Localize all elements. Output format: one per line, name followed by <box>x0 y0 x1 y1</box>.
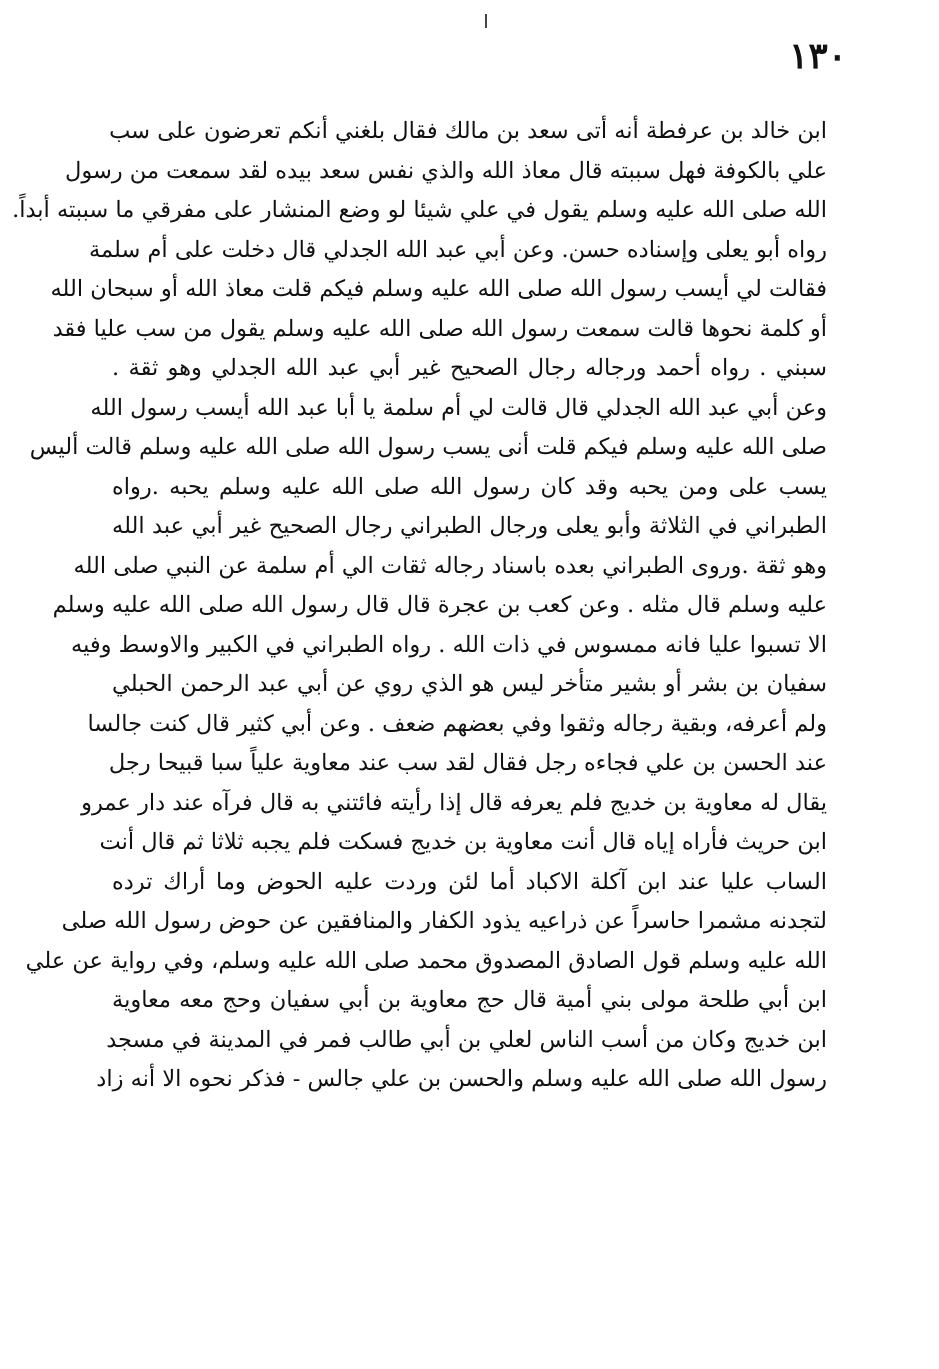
text-line-3: الله صلى الله عليه وسلم يقول في علي شيئا لو وضع المنشار على مفرقي ما سببته أبداً. <box>12 197 827 223</box>
text-line-10: يسب على ومن يحبه وقد كان رسول الله صلى الله عليه وسلم يحبه .رواه <box>112 473 827 500</box>
top-margin-mark <box>485 14 487 28</box>
text-line-15: سفيان بن بشر أو بشير متأخر ليس هو الذي روي عن أبي عبد الرحمن الحبلي <box>112 671 827 697</box>
text-line-8: وعن أبي عبد الله الجدلي قال قالت لي أم سلمة يا أبا عبد الله أيسب رسول الله <box>90 394 827 421</box>
body-text <box>12 112 827 1100</box>
text-line-4: رواه أبو يعلى وإسناده حسن. وعن أبي عبد الله الجدلي قال دخلت على أم سلمة <box>88 236 827 263</box>
text-line-7: سبني . رواه أحمد ورجاله رجال الصحيح غير أبي عبد الله الجدلي وهو ثقة . <box>112 355 827 381</box>
text-line-11: الطبراني في الثلاثة وأبو يعلى ورجال الطبراني رجال الصحيح غير أبي عبد الله <box>112 513 827 539</box>
text-line-14: الا تسبوا عليا فانه ممسوس في ذات الله . رواه الطبراني في الكبير والاوسط وفيه <box>71 631 827 658</box>
text-line-16: ولم أعرفه، وبقية رجاله وثقوا وفي بعضهم ضعف . وعن أبي كثير قال كنت جالسا <box>87 710 827 737</box>
text-line-12: وهو ثقة .وروى الطبراني بعده باسناد رجاله ثقات الي أم سلمة عن النبي صلى الله <box>73 552 827 579</box>
text-line-5: فقالت لي أيسب رسول الله صلى الله عليه وسلم فيكم قلت معاذ الله أو سبحان الله <box>50 276 827 302</box>
text-line-9: صلى الله عليه وسلم فيكم قلت أنى يسب رسول الله صلى الله عليه وسلم قالت أليس <box>29 434 827 460</box>
text-line-17: عند الحسن بن علي فجاءه رجل فقال لقد سب عند معاوية علياً سبا قبيحا رجل <box>108 750 827 776</box>
text-line-6: أو كلمة نحوها قالت سمعت رسول الله صلى الله عليه وسلم يقول من سب عليا فقد <box>52 315 827 342</box>
page-number: ١٣٠ <box>788 35 847 77</box>
text-line-13: عليه وسلم قال مثله . وعن كعب بن عجرة قال قال رسول الله صلى الله عليه وسلم <box>52 592 827 618</box>
text-line-22: الله عليه وسلم قول الصادق المصدوق محمد صلى الله عليه وسلم، وفي رواية عن علي <box>25 947 827 974</box>
text-line-20: الساب عليا عند ابن آكلة الاكباد أما لئن وردت عليه الحوض وما أراك ترده <box>112 868 827 895</box>
text-line-1: ابن خالد بن عرفطة أنه أتى سعد بن مالك فقال بلغني أنكم تعرضون على سب <box>109 118 827 144</box>
text-line-24: ابن خديج وكان من أسب الناس لعلي بن أبي طالب فمر في المدينة في مسجد <box>106 1026 827 1053</box>
text-line-18: يقال له معاوية بن خديج فلم يعرفه قال إذا رأيته فائتني به قال فرآه عند دار عمرو <box>81 789 827 816</box>
text-line-21: لتجدنه مشمرا حاسراً عن ذراعيه يذود الكفار والمنافقين عن حوض رسول الله صلى <box>61 908 827 934</box>
text-line-19: ابن حريث فأراه إياه قال أنت معاوية بن خديج فسكت فلم يجبه ثلاثا ثم قال أنت <box>99 829 827 855</box>
text-line-23: ابن أبي طلحة مولى بني أمية قال حج معاوية بن أبي سفيان وحج معه معاوية <box>112 987 827 1013</box>
text-line-25: رسول الله صلى الله عليه وسلم والحسن بن علي جالس - فذكر نحوه الا أنه زاد <box>96 1066 827 1092</box>
text-line-2: علي بالكوفة فهل سببته قال معاذ الله والذي نفس سعد بيده لقد سمعت من رسول <box>64 157 827 184</box>
